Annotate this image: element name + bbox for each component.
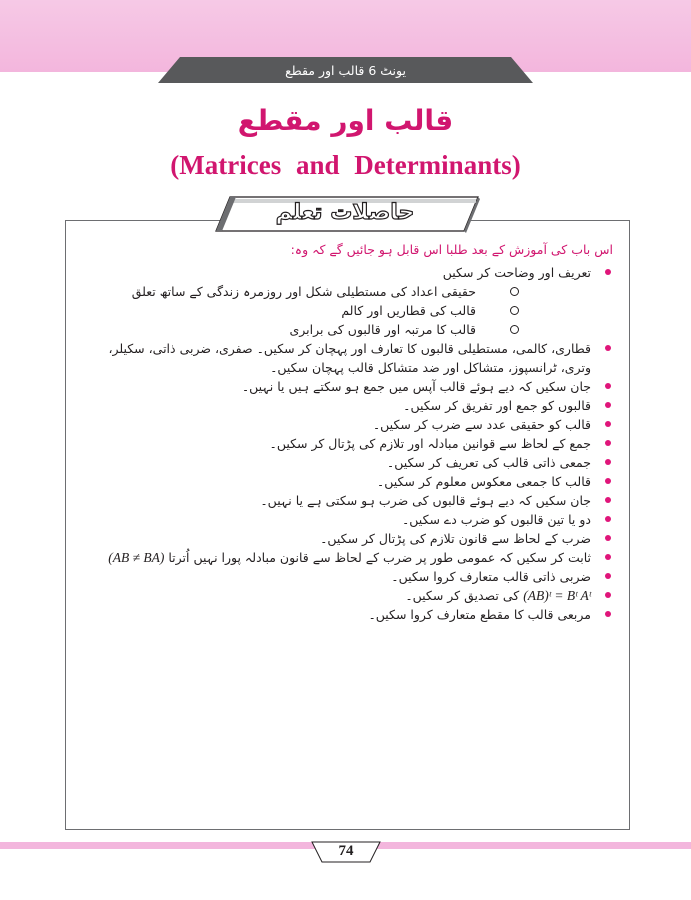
circle-bullet-icon <box>510 325 519 334</box>
bullet-icon <box>605 535 611 541</box>
bullet-icon <box>605 554 611 560</box>
circle-bullet-icon <box>510 306 519 315</box>
objective-item <box>80 415 613 434</box>
bullet-icon <box>605 611 611 617</box>
sub-objective-item <box>80 282 531 301</box>
objective-formula: (AB ≠ BA) <box>108 550 165 565</box>
intro-text: اس باب کی آموزش کے بعد طلبا اس قابل ہو جائیں گے کہ وہ: <box>290 242 613 257</box>
sub-objective-text: حقیقی اعداد کی مستطیلی شکل اور روزمرہ زندگی کے ساتھ تعلق <box>131 284 476 299</box>
objective-item <box>80 472 613 491</box>
objective-text: قالب کو حقیقی عدد سے ضرب کر سکیں۔ <box>372 417 591 432</box>
objective-item <box>80 567 613 586</box>
bullet-icon <box>605 402 611 408</box>
objective-formula: (AB)ᵗ = Bᵗ Aᵗ <box>523 588 591 603</box>
objective-item <box>80 263 613 339</box>
bullet-icon <box>605 478 611 484</box>
bullet-icon <box>605 421 611 427</box>
objective-text: قالب کا جمعی معکوس معلوم کر سکیں۔ <box>376 474 591 489</box>
circle-bullet-icon <box>510 287 519 296</box>
objective-text: قالبوں کو جمع اور تفریق کر سکیں۔ <box>403 398 591 413</box>
objective-text: دو یا تین قالبوں کو ضرب دے سکیں۔ <box>401 512 591 527</box>
objective-text: جمع کے لحاظ سے قوانین مبادلہ اور تلازم کی پڑتال کر سکیں۔ <box>269 436 591 451</box>
objective-text: ثابت کر سکیں کہ عمومی طور پر ضرب کے لحاظ سے قانون مبادلہ پورا نہیں اُترتا <box>168 550 591 565</box>
objective-text: جان سکیں کہ دیے ہوئے قالب آپس میں جمع ہو سکتے ہیں یا نہیں۔ <box>241 379 591 394</box>
objective-text: تعریف اور وضاحت کر سکیں <box>442 265 591 280</box>
bullet-icon <box>605 516 611 522</box>
bullet-icon <box>605 383 611 389</box>
objective-item <box>80 491 613 510</box>
objective-text: ضرب کے لحاظ سے قانون تلازم کی پڑتال کر سکیں۔ <box>320 531 591 546</box>
objective-text: جان سکیں کہ دیے ہوئے قالبوں کی ضرب ہو سکتی ہے یا نہیں۔ <box>260 493 591 508</box>
chapter-title-urdu: قالب اور مقطع <box>237 104 454 137</box>
learning-outcomes-label: حاصلات تعلم <box>275 199 415 225</box>
page-number: 74 <box>338 843 354 859</box>
objective-text: جمعی ذاتی قالب کی تعریف کر سکیں۔ <box>386 455 591 470</box>
running-title: یونٹ 6 قالب اور مقطع <box>285 62 406 78</box>
objective-text: کی تصدیق کر سکیں۔ <box>405 588 520 603</box>
objectives-list <box>80 263 613 624</box>
sub-objective-item <box>80 301 531 320</box>
sub-objective-text: قالب کا مرتبہ اور قالبوں کی برابری <box>289 322 476 337</box>
objective-text: مربعی قالب کا مقطع متعارف کروا سکیں۔ <box>368 607 591 622</box>
bullet-icon <box>605 592 611 598</box>
objective-item <box>80 434 613 453</box>
objective-item <box>80 586 613 605</box>
objective-item <box>80 339 613 377</box>
objective-text: قطاری، کالمی، مستطیلی قالبوں کا تعارف اور پہچان کر سکیں۔ صفری، ضربی ذاتی، سکیلر، وتری، ٹرانسپوز، متشاکل اور ضد متشاکل قالب پہچان سکیں۔ <box>108 341 591 375</box>
bullet-icon <box>605 269 611 275</box>
objectives-content <box>80 240 613 624</box>
objective-item <box>80 529 613 548</box>
chapter-title-english: (Matrices and Determinants) <box>170 150 521 180</box>
objective-item <box>80 510 613 529</box>
sub-objective-item <box>80 320 531 339</box>
bullet-icon <box>605 497 611 503</box>
objective-item <box>80 548 613 567</box>
bullet-icon <box>605 573 611 579</box>
bullet-icon <box>605 345 611 351</box>
objective-item <box>80 453 613 472</box>
objective-text: ضربی ذاتی قالب متعارف کروا سکیں۔ <box>391 569 591 584</box>
objective-item <box>80 377 613 396</box>
bullet-icon <box>605 440 611 446</box>
sub-objectives-list <box>80 282 591 339</box>
sub-objective-text: قالب کی قطاریں اور کالم <box>341 303 476 318</box>
objective-item <box>80 605 613 624</box>
bullet-icon <box>605 459 611 465</box>
objective-item <box>80 396 613 415</box>
